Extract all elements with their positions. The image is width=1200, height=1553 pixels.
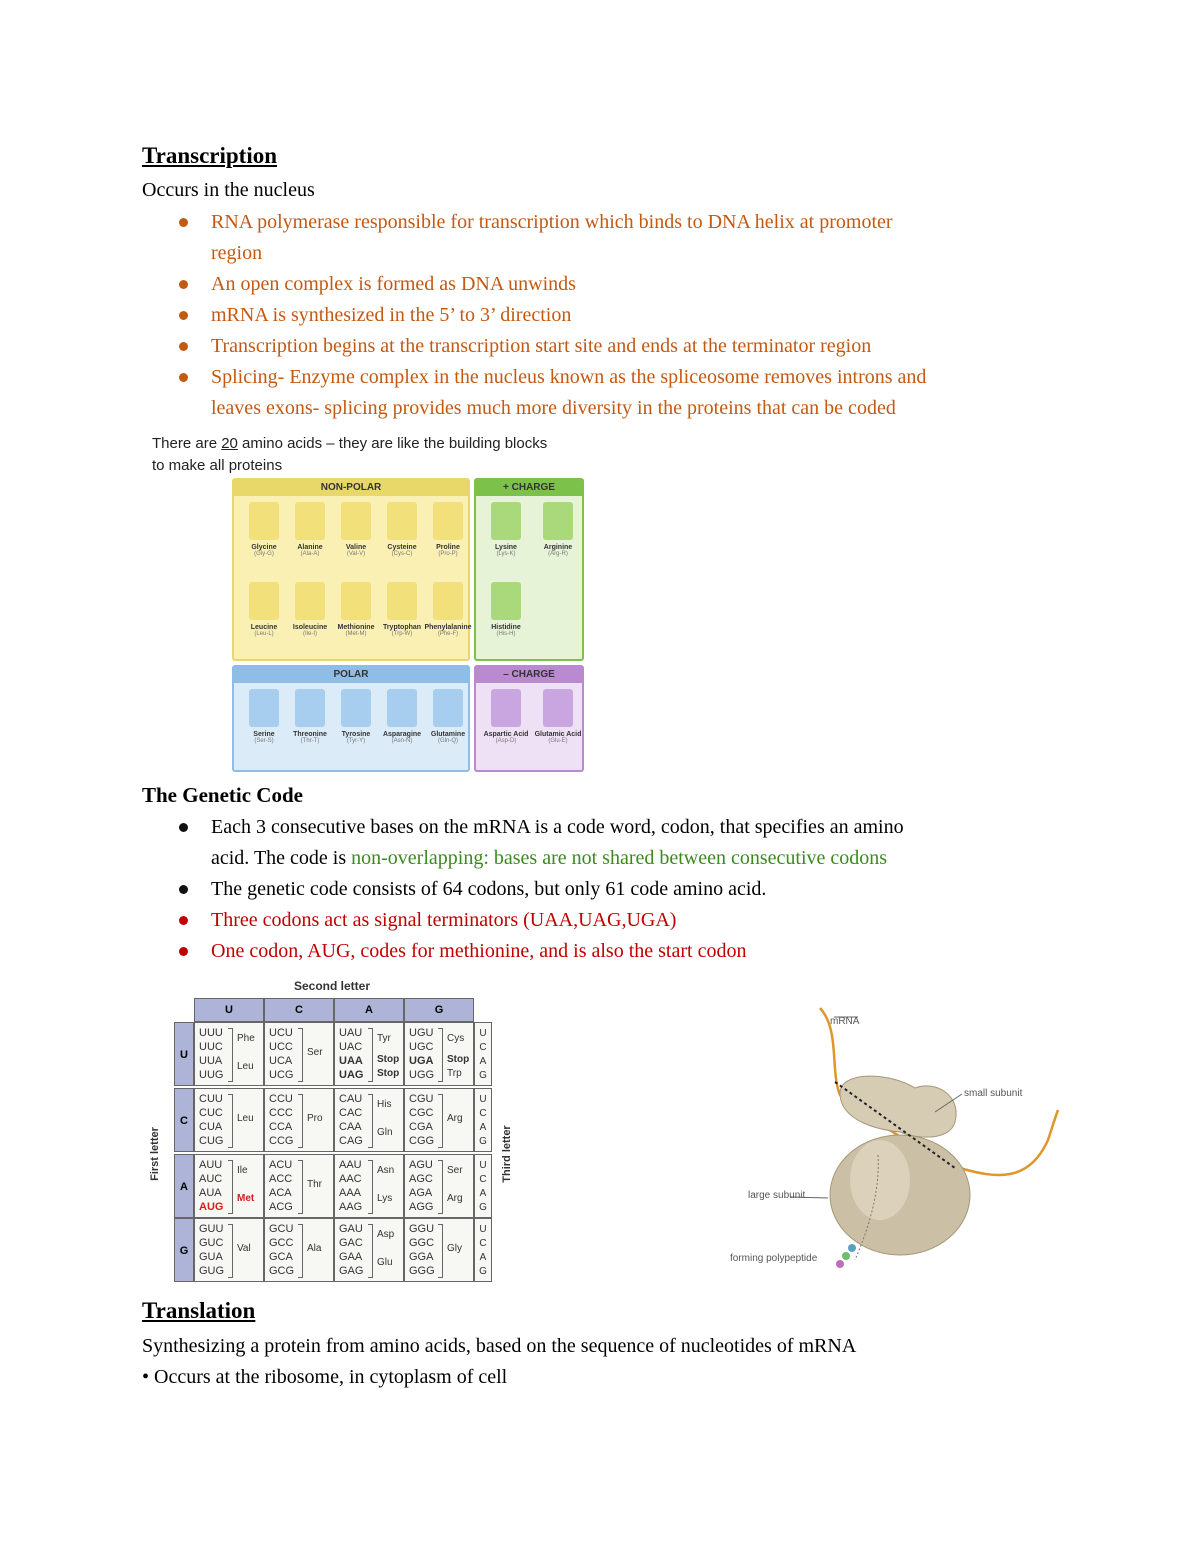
codon: GAA bbox=[339, 1251, 363, 1263]
codon: CGU bbox=[409, 1093, 434, 1105]
bullet-icon bbox=[179, 947, 188, 956]
translation-line-2: • Occurs at the ribosome, in cytoplasm of cell bbox=[142, 1366, 508, 1388]
first-letter-u: U bbox=[174, 1022, 194, 1086]
codon: UAC bbox=[339, 1041, 363, 1053]
codon-brace bbox=[368, 1224, 373, 1278]
side-chain-structure bbox=[341, 582, 371, 620]
amino-acid-name: Alanine bbox=[297, 544, 323, 551]
codon: UCC bbox=[269, 1041, 293, 1053]
positive-charge-panel bbox=[474, 478, 584, 661]
amino-acid-label: Stop bbox=[377, 1054, 400, 1065]
amino-acid-label: Glu bbox=[377, 1257, 393, 1268]
amino-acid-label: Phe bbox=[237, 1033, 255, 1044]
nonpolar-panel bbox=[232, 478, 470, 661]
codon-brace bbox=[368, 1094, 373, 1148]
amino-acid-glutamine bbox=[424, 689, 472, 755]
codon: UGU bbox=[409, 1027, 434, 1039]
codon: CGG bbox=[409, 1135, 435, 1147]
amino-acid-abbreviation: (His-H) bbox=[496, 631, 516, 637]
list-item: Splicing- Enzyme complex in the nucleus known as the spliceosome removes introns and bbox=[211, 362, 926, 393]
amino-acid-glutamic-acid bbox=[534, 689, 582, 755]
amino-acid-name: Histidine bbox=[491, 624, 521, 631]
amino-acid-name: Glutamic Acid bbox=[534, 731, 582, 738]
codon-brace bbox=[228, 1224, 233, 1278]
amino-acid-name: Arginine bbox=[543, 544, 573, 551]
negative-charge-panel bbox=[474, 665, 584, 772]
second-letter-a: A bbox=[334, 998, 404, 1022]
codon-brace bbox=[438, 1224, 443, 1278]
amino-acid-name: Isoleucine bbox=[292, 624, 328, 631]
amino-acid-name: Valine bbox=[345, 544, 367, 551]
codon: AGA bbox=[409, 1187, 433, 1199]
side-chain-structure bbox=[433, 502, 463, 540]
amino-acid-label: Gly bbox=[447, 1243, 462, 1254]
side-chain-structure bbox=[491, 582, 521, 620]
codon: AGC bbox=[409, 1173, 433, 1185]
codon-cell bbox=[264, 1022, 334, 1086]
codon: GUU bbox=[199, 1223, 224, 1235]
first-letter-a: A bbox=[174, 1154, 194, 1218]
codon: CGC bbox=[409, 1107, 434, 1119]
codon: UUC bbox=[199, 1041, 223, 1053]
amino-acid-label: Ser bbox=[307, 1047, 323, 1058]
caption-line-1: There are 20 amino acids – they are like the building blocks bbox=[152, 435, 548, 452]
side-chain-structure bbox=[387, 502, 417, 540]
codon: UUA bbox=[199, 1055, 223, 1067]
amino-acid-label: Met bbox=[237, 1193, 255, 1204]
amino-acid-label: Tyr bbox=[377, 1033, 391, 1044]
amino-acid-tryptophan bbox=[378, 582, 426, 648]
codon: CUU bbox=[199, 1093, 223, 1105]
side-chain-structure bbox=[433, 689, 463, 727]
codon: ACC bbox=[269, 1173, 293, 1185]
amino-acid-name: Glutamine bbox=[430, 731, 466, 738]
side-chain-structure bbox=[249, 689, 279, 727]
amino-acid-label: Arg bbox=[447, 1193, 463, 1204]
amino-acid-methionine bbox=[332, 582, 380, 648]
list-item: mRNA is synthesized in the 5’ to 3’ direction bbox=[211, 300, 926, 331]
amino-acid-threonine bbox=[286, 689, 334, 755]
caption-line-2: to make all proteins bbox=[152, 457, 283, 474]
amino-acid-name: Leucine bbox=[250, 624, 278, 631]
codon: ACA bbox=[269, 1187, 292, 1199]
codon-table bbox=[174, 998, 492, 1283]
amino-acid-name: Tyrosine bbox=[341, 731, 371, 738]
amino-acid-abbreviation: (Thr-T) bbox=[300, 738, 320, 744]
side-chain-structure bbox=[491, 689, 521, 727]
amino-acid-abbreviation: (Asp-D) bbox=[495, 738, 517, 744]
amino-acid-abbreviation: (Gly-G) bbox=[254, 551, 274, 557]
codon-brace bbox=[438, 1160, 443, 1214]
polar-panel bbox=[232, 665, 470, 772]
codon: AUA bbox=[199, 1187, 222, 1199]
codon: UAA bbox=[339, 1055, 363, 1067]
codon: CCU bbox=[269, 1093, 293, 1105]
third-letter-column: U C A G bbox=[474, 1088, 492, 1152]
amino-acid-abbreviation: (Ser-S) bbox=[254, 738, 274, 744]
codon-brace bbox=[368, 1028, 373, 1082]
codon-cell bbox=[404, 1218, 474, 1282]
amino-acid-serine bbox=[240, 689, 288, 755]
amino-acid-name: Cysteine bbox=[387, 544, 417, 551]
codon: CUA bbox=[199, 1121, 223, 1133]
list-item: An open complex is formed as DNA unwinds bbox=[211, 269, 926, 300]
codon: ACU bbox=[269, 1159, 293, 1171]
codon-cell bbox=[334, 1154, 404, 1218]
codon-brace bbox=[228, 1028, 233, 1082]
codon: AAC bbox=[339, 1173, 362, 1185]
codon: CCA bbox=[269, 1121, 293, 1133]
codon-brace bbox=[228, 1094, 233, 1148]
nonpolar-title: NON-POLAR bbox=[234, 480, 468, 496]
side-chain-structure bbox=[295, 582, 325, 620]
codon: GCC bbox=[269, 1237, 294, 1249]
amino-acid-name: Tryptophan bbox=[382, 624, 422, 631]
amino-acid-name: Asparagine bbox=[382, 731, 422, 738]
polar-title: POLAR bbox=[234, 667, 468, 683]
first-letter-g: G bbox=[174, 1218, 194, 1282]
codon-brace bbox=[298, 1160, 303, 1214]
second-letter-u: U bbox=[194, 998, 264, 1022]
codon: CAU bbox=[339, 1093, 363, 1105]
side-chain-structure bbox=[295, 689, 325, 727]
codon: AGG bbox=[409, 1201, 434, 1213]
amino-acid-lysine bbox=[482, 502, 530, 568]
list-item: Each 3 consecutive bases on the mRNA is a code word, codon, that specifies an amino bbox=[211, 812, 904, 843]
polypeptide-bead bbox=[836, 1260, 844, 1268]
amino-acid-label: Gln bbox=[377, 1127, 393, 1138]
codon-brace bbox=[298, 1094, 303, 1148]
codon-brace bbox=[438, 1028, 443, 1082]
codon: CAG bbox=[339, 1135, 363, 1147]
codon: GCA bbox=[269, 1251, 293, 1263]
amino-acid-alanine bbox=[286, 502, 334, 568]
codon-brace bbox=[368, 1160, 373, 1214]
amino-acid-abbreviation: (Trp-W) bbox=[391, 631, 413, 637]
codon: CUG bbox=[199, 1135, 224, 1147]
amino-acid-label: Stop bbox=[447, 1054, 470, 1065]
large-subunit-label: large subunit bbox=[748, 1190, 806, 1201]
amino-acid-abbreviation: (Gln-Q) bbox=[438, 738, 458, 744]
bullet-icon bbox=[179, 373, 188, 382]
codon: GAU bbox=[339, 1223, 363, 1235]
amino-acid-label: Leu bbox=[237, 1113, 254, 1124]
ribosome-illustration bbox=[730, 1000, 1070, 1280]
third-letter-column: U C A G bbox=[474, 1154, 492, 1218]
amino-acid-phenylalanine bbox=[424, 582, 472, 648]
codon-cell bbox=[404, 1022, 474, 1086]
codon: AUC bbox=[199, 1173, 223, 1185]
polypeptide-label: forming polypeptide bbox=[730, 1253, 818, 1264]
ribosome-figure bbox=[730, 1000, 1070, 1280]
amino-acid-label: Stop bbox=[377, 1068, 400, 1079]
codon-cell bbox=[264, 1088, 334, 1152]
codon: UCA bbox=[269, 1055, 293, 1067]
positive-charge-title: + CHARGE bbox=[476, 480, 582, 496]
list-item-continuation: acid. The code is non-overlapping: bases are not shared between consecutive codons bbox=[211, 847, 888, 869]
codon-cell bbox=[194, 1088, 264, 1152]
amino-acid-asparagine bbox=[378, 689, 426, 755]
codon: GUA bbox=[199, 1251, 223, 1263]
side-chain-structure bbox=[491, 502, 521, 540]
amino-acid-leucine bbox=[240, 582, 288, 648]
amino-acid-chart bbox=[232, 478, 584, 773]
amino-acid-isoleucine bbox=[286, 582, 334, 648]
codon-brace bbox=[298, 1028, 303, 1082]
codon: GGA bbox=[409, 1251, 434, 1263]
codon: GAG bbox=[339, 1265, 364, 1277]
bullet-icon bbox=[179, 885, 188, 894]
bullet-icon bbox=[179, 916, 188, 925]
codon: GCG bbox=[269, 1265, 295, 1277]
codon: CCG bbox=[269, 1135, 294, 1147]
first-letter-label: First letter bbox=[149, 1127, 161, 1181]
codon-cell bbox=[264, 1218, 334, 1282]
amino-acid-abbreviation: (Arg-R) bbox=[548, 551, 568, 557]
codon-brace bbox=[228, 1160, 233, 1214]
second-letter-c: C bbox=[264, 998, 334, 1022]
list-item: The genetic code consists of 64 codons, but only 61 code amino acid. bbox=[211, 874, 904, 905]
side-chain-structure bbox=[341, 502, 371, 540]
amino-acid-label: Ile bbox=[237, 1165, 248, 1176]
amino-acid-label: His bbox=[377, 1099, 392, 1110]
small-subunit-label: small subunit bbox=[964, 1088, 1023, 1099]
amino-acid-label: Lys bbox=[377, 1193, 393, 1204]
amino-acid-name: Proline bbox=[436, 544, 460, 551]
codon: AAA bbox=[339, 1187, 362, 1199]
first-letter-c: C bbox=[174, 1088, 194, 1152]
list-item-continuation: region bbox=[211, 242, 263, 264]
amino-acid-name: Threonine bbox=[293, 731, 327, 738]
non-overlapping-highlight: non-overlapping: bases are not shared between consecutive codons bbox=[351, 847, 888, 869]
codon: GGU bbox=[409, 1223, 435, 1235]
codon: UGC bbox=[409, 1041, 434, 1053]
transcription-heading: Transcription bbox=[142, 143, 278, 168]
list-item: Three codons act as signal terminators (UAA,UAG,UGA) bbox=[211, 905, 904, 936]
codon-cell bbox=[334, 1022, 404, 1086]
codon: AUG bbox=[199, 1201, 224, 1213]
amino-acid-abbreviation: (Ala-A) bbox=[300, 551, 320, 557]
codon: GUC bbox=[199, 1237, 224, 1249]
list-item: RNA polymerase responsible for transcription which binds to DNA helix at promoter bbox=[211, 207, 926, 238]
codon-cell bbox=[194, 1218, 264, 1282]
side-chain-structure bbox=[543, 502, 573, 540]
amino-acid-cysteine bbox=[378, 502, 426, 568]
amino-acid-name: Glycine bbox=[251, 544, 277, 551]
genetic-code-heading: The Genetic Code bbox=[142, 783, 303, 807]
translation-line-1: Synthesizing a protein from amino acids, based on the sequence of nucleotides of mRNA bbox=[142, 1335, 857, 1357]
amino-acid-label: Val bbox=[237, 1243, 251, 1254]
amino-acid-name: Lysine bbox=[495, 544, 517, 551]
polypeptide-bead bbox=[848, 1244, 856, 1252]
third-letter-label: Third letter bbox=[501, 1125, 513, 1183]
codon: AAG bbox=[339, 1201, 363, 1213]
amino-acid-label: Ala bbox=[307, 1243, 322, 1254]
second-letter-label: Second letter bbox=[294, 979, 371, 993]
amino-acid-arginine bbox=[534, 502, 582, 568]
amino-acid-aspartic-acid bbox=[482, 689, 530, 755]
amino-acid-abbreviation: (Glu-E) bbox=[548, 738, 568, 744]
amino-figure-caption bbox=[152, 433, 547, 477]
side-chain-structure bbox=[387, 689, 417, 727]
amino-acid-proline bbox=[424, 502, 472, 568]
side-chain-structure bbox=[341, 689, 371, 727]
side-chain-structure bbox=[295, 502, 325, 540]
amino-acid-label: Leu bbox=[237, 1061, 254, 1072]
side-chain-structure bbox=[249, 582, 279, 620]
codon: CUC bbox=[199, 1107, 223, 1119]
codon: UUG bbox=[199, 1069, 224, 1081]
codon: GAC bbox=[339, 1237, 363, 1249]
amino-acid-abbreviation: (Phe-F) bbox=[437, 631, 459, 637]
bullet-icon bbox=[179, 218, 188, 227]
codon-cell bbox=[404, 1088, 474, 1152]
list-item: Transcription begins at the transcription start site and ends at the terminator region bbox=[211, 331, 926, 362]
amino-acid-label: Asn bbox=[377, 1165, 395, 1176]
polypeptide-bead bbox=[842, 1252, 850, 1260]
amino-acid-abbreviation: (Leu-L) bbox=[254, 631, 274, 637]
codon: UGA bbox=[409, 1055, 434, 1067]
amino-acid-abbreviation: (Lys-K) bbox=[496, 551, 516, 557]
codon: AAU bbox=[339, 1159, 362, 1171]
second-letter-g: G bbox=[404, 998, 474, 1022]
codon: UGG bbox=[409, 1069, 435, 1081]
amino-acid-label: Arg bbox=[447, 1113, 463, 1124]
amino-acid-label: Ser bbox=[447, 1165, 463, 1176]
codon: ACG bbox=[269, 1201, 293, 1213]
amino-acid-abbreviation: (Val-V) bbox=[346, 551, 366, 557]
genetic-code-bullet-list bbox=[211, 812, 904, 967]
bullet-icon bbox=[179, 823, 188, 832]
side-chain-structure bbox=[387, 582, 417, 620]
side-chain-structure bbox=[543, 689, 573, 727]
amino-acid-valine bbox=[332, 502, 380, 568]
translation-heading: Translation bbox=[142, 1298, 256, 1323]
codon-cell bbox=[334, 1218, 404, 1282]
codon: UCG bbox=[269, 1069, 294, 1081]
codon: AUU bbox=[199, 1159, 223, 1171]
amino-acid-label: Asp bbox=[377, 1229, 395, 1240]
amino-acid-abbreviation: (Ile-I) bbox=[303, 631, 317, 637]
caption-underlined-number: 20 bbox=[221, 435, 238, 452]
codon-cell bbox=[404, 1154, 474, 1218]
amino-acid-name: Phenylalanine bbox=[424, 624, 472, 631]
amino-acid-label: Thr bbox=[307, 1179, 322, 1190]
third-letter-column: U C A G bbox=[474, 1022, 492, 1086]
codon: GGG bbox=[409, 1265, 435, 1277]
bullet-icon bbox=[179, 342, 188, 351]
transcription-bullet-list bbox=[211, 207, 926, 424]
third-letter-column: U C A G bbox=[474, 1218, 492, 1282]
side-chain-structure bbox=[249, 502, 279, 540]
bullet-icon bbox=[179, 311, 188, 320]
side-chain-structure bbox=[433, 582, 463, 620]
amino-acid-histidine bbox=[482, 582, 530, 648]
codon-brace bbox=[298, 1224, 303, 1278]
amino-acid-tyrosine bbox=[332, 689, 380, 755]
amino-acid-label: Cys bbox=[447, 1033, 465, 1044]
codon-cell bbox=[264, 1154, 334, 1218]
amino-acid-label: Pro bbox=[307, 1113, 323, 1124]
codon: UCU bbox=[269, 1027, 293, 1039]
codon: UAG bbox=[339, 1069, 364, 1081]
codon-cell bbox=[334, 1088, 404, 1152]
amino-acid-name: Serine bbox=[253, 731, 275, 738]
amino-acid-abbreviation: (Cys-C) bbox=[391, 551, 413, 557]
amino-acid-abbreviation: (Met-M) bbox=[345, 631, 367, 637]
amino-acid-name: Methionine bbox=[337, 624, 375, 631]
codon: CAA bbox=[339, 1121, 362, 1133]
amino-acid-abbreviation: (Tyr-Y) bbox=[346, 738, 366, 744]
list-item: One codon, AUG, codes for methionine, and is also the start codon bbox=[211, 936, 904, 967]
codon-brace bbox=[438, 1094, 443, 1148]
codon: GUG bbox=[199, 1265, 225, 1277]
codon: AGU bbox=[409, 1159, 433, 1171]
codon: CAC bbox=[339, 1107, 363, 1119]
amino-acid-abbreviation: (Pro-P) bbox=[438, 551, 458, 557]
transcription-intro: Occurs in the nucleus bbox=[142, 179, 315, 201]
bullet-icon bbox=[179, 280, 188, 289]
amino-acid-glycine bbox=[240, 502, 288, 568]
codon-cell bbox=[194, 1022, 264, 1086]
mrna-label: mRNA bbox=[830, 1016, 860, 1027]
amino-acid-name: Aspartic Acid bbox=[483, 731, 529, 738]
codon: CCC bbox=[269, 1107, 293, 1119]
amino-acid-label: Trp bbox=[447, 1068, 462, 1079]
codon-cell bbox=[194, 1154, 264, 1218]
list-item-continuation: leaves exons- splicing provides much more diversity in the proteins that can be coded bbox=[211, 397, 896, 419]
codon: UUU bbox=[199, 1027, 223, 1039]
codon: CGA bbox=[409, 1121, 433, 1133]
codon: UAU bbox=[339, 1027, 363, 1039]
negative-charge-title: – CHARGE bbox=[476, 667, 582, 683]
amino-acid-abbreviation: (Asn-N) bbox=[391, 738, 413, 744]
codon: GCU bbox=[269, 1223, 294, 1235]
codon: GGC bbox=[409, 1237, 435, 1249]
